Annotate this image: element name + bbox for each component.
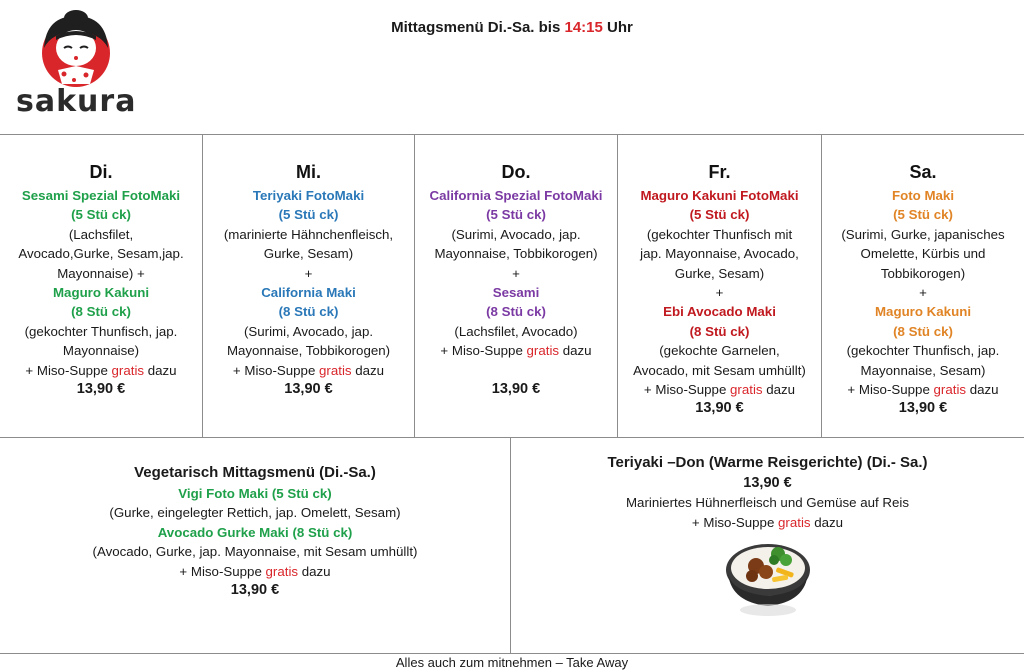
veg-dish-1-desc: (Gurke, eingelegter Rettich, jap. Omelett, Sesam) bbox=[109, 505, 401, 521]
dish-2-count: (8 Stü ck) bbox=[278, 304, 339, 320]
dish-1-count: (5 Stü ck) bbox=[278, 207, 339, 223]
day-title: Mi. bbox=[296, 162, 321, 182]
soup-suffix: dazu bbox=[298, 563, 331, 579]
dish-1-desc: (marinierte Hähnchenfleisch, bbox=[223, 226, 394, 242]
title-time: 14:15 bbox=[564, 19, 603, 36]
dish-2-count: (8 Stü ck) bbox=[71, 304, 131, 320]
soup-suffix: dazu bbox=[559, 343, 592, 359]
gratis-label: gratis bbox=[319, 362, 352, 378]
teriyaki-don-desc: Mariniertes Hühnerfleisch und Gemüse auf Reis bbox=[625, 495, 910, 511]
price: 13,90 € bbox=[491, 381, 541, 398]
day-title: Sa. bbox=[909, 162, 937, 182]
price: 13,90 € bbox=[230, 582, 280, 599]
price: 13,90 € bbox=[743, 475, 792, 491]
dish-1-desc: + bbox=[512, 265, 520, 281]
veg-dish-1-name: Vigi Foto Maki (5 Stü ck) bbox=[178, 486, 332, 501]
soup-line bbox=[0, 562, 510, 581]
soup-suffix: dazu bbox=[810, 514, 844, 530]
price: 13,90 € bbox=[284, 381, 333, 398]
soup-prefix: + Miso-Suppe bbox=[847, 382, 934, 398]
dish-1-desc: Avocado,Gurke, Sesam,jap. bbox=[18, 246, 184, 262]
dish-1-count: (5 Stü ck) bbox=[486, 207, 546, 223]
dish-2-count: (8 Stü ck) bbox=[893, 323, 953, 339]
dish-1-name: Foto Maki bbox=[891, 188, 955, 203]
title-suffix: Uhr bbox=[602, 19, 633, 36]
dish-2-desc: (gekochter Thunfisch, jap. bbox=[846, 343, 1000, 359]
dish-2-name: Maguro Kakuni bbox=[52, 285, 150, 301]
dish-1-name: Maguro Kakuni FotoMaki bbox=[640, 188, 799, 203]
dish-1-desc: (Surimi, Gurke, japanisches bbox=[841, 226, 1005, 242]
dish-1-desc: + bbox=[919, 285, 927, 301]
gratis-label: gratis bbox=[111, 362, 145, 378]
veg-dish-2-name: Avocado Gurke Maki (8 Stü ck) bbox=[157, 524, 353, 540]
vegetarian-title: Vegetarisch Mittagsmenü (Di.-Sa.) bbox=[134, 464, 376, 481]
footer-note: Alles auch zum mitnehmen – Take Away bbox=[395, 655, 629, 670]
dish-2-name: California Maki bbox=[261, 285, 356, 301]
dish-1-name: Sesami Spezial FotoMaki bbox=[21, 188, 181, 203]
spacer bbox=[415, 361, 617, 380]
dish-1-name: California Spezial FotoMaki bbox=[429, 188, 603, 203]
dish-2-name: Maguro Kakuni bbox=[874, 304, 972, 320]
dish-1-desc: (gekochter Thunfisch mit bbox=[646, 226, 793, 242]
soup-suffix: dazu bbox=[762, 382, 796, 398]
divider-bottom bbox=[0, 653, 1024, 654]
veg-dish-2-desc: (Avocado, Gurke, jap. Mayonnaise, mit Sesam umhüllt) bbox=[92, 544, 418, 560]
rice-bowl-icon bbox=[722, 536, 814, 624]
soup-prefix: + Miso-Suppe bbox=[25, 362, 112, 378]
dish-2-desc: Avocado, mit Sesam umhüllt) bbox=[633, 362, 806, 378]
soup-line bbox=[0, 361, 202, 380]
soup-suffix: dazu bbox=[144, 362, 177, 378]
dish-1-desc: Omelette, Kürbis und bbox=[860, 246, 986, 262]
dish-2-desc: Mayonnaise) bbox=[62, 343, 140, 359]
soup-prefix: + Miso-Suppe bbox=[440, 343, 527, 359]
soup-line bbox=[618, 380, 821, 399]
dish-1-count: (5 Stü ck) bbox=[689, 207, 750, 223]
price: 13,90 € bbox=[76, 381, 126, 398]
dish-1-count: (5 Stü ck) bbox=[893, 207, 953, 223]
soup-line bbox=[415, 341, 617, 360]
teriyaki-don-title: Teriyaki –Don (Warme Reisgerichte) (Di.- Sa.) bbox=[607, 454, 928, 471]
gratis-label: gratis bbox=[730, 382, 763, 398]
soup-suffix: dazu bbox=[966, 382, 999, 398]
teriyaki-don-menu bbox=[511, 452, 1024, 532]
day-column-thursday bbox=[415, 160, 617, 399]
soup-line bbox=[203, 361, 414, 380]
dish-1-desc: (Lachsfilet, bbox=[68, 226, 134, 242]
day-title: Di. bbox=[89, 162, 113, 182]
day-column-saturday bbox=[822, 160, 1024, 419]
dish-2-desc: (gekochter Thunfisch, jap. bbox=[24, 323, 178, 339]
soup-suffix: dazu bbox=[351, 362, 385, 378]
gratis-label: gratis bbox=[933, 382, 967, 398]
day-column-wednesday bbox=[203, 160, 414, 399]
title-prefix: Mittagsmenü Di.-Sa. bis bbox=[391, 19, 565, 36]
soup-line bbox=[511, 513, 1024, 532]
gratis-label: gratis bbox=[265, 563, 299, 579]
soup-line bbox=[822, 380, 1024, 399]
dish-2-desc: (gekochte Garnelen, bbox=[659, 343, 780, 359]
dish-2-name: Ebi Avocado Maki bbox=[663, 304, 776, 320]
dish-2-desc: (Lachsfilet, Avocado) bbox=[454, 323, 578, 339]
dish-1-desc: + bbox=[715, 285, 724, 301]
dish-1-desc: Mayonnaise) + bbox=[57, 265, 145, 281]
dish-2-desc: (Surimi, Avocado, jap. bbox=[243, 323, 374, 339]
day-column-friday bbox=[618, 160, 821, 419]
soup-prefix: + Miso-Suppe bbox=[232, 362, 320, 378]
soup-prefix: + Miso-Suppe bbox=[643, 382, 731, 398]
dish-1-desc: Tobbikorogen) bbox=[880, 265, 966, 281]
day-column-tuesday bbox=[0, 160, 202, 399]
dish-1-desc: jap. Mayonnaise, Avocado, bbox=[640, 246, 799, 262]
dish-1-desc: Gurke, Sesam) bbox=[674, 265, 765, 281]
dish-1-desc: + bbox=[304, 265, 313, 281]
dish-1-name: Teriyaki FotoMaki bbox=[252, 188, 365, 203]
page-title bbox=[0, 19, 1024, 36]
dish-2-desc: Mayonnaise, Tobbikorogen) bbox=[226, 343, 391, 359]
day-title: Do. bbox=[501, 162, 531, 182]
price: 13,90 € bbox=[898, 400, 948, 417]
price: 13,90 € bbox=[695, 400, 744, 417]
dish-1-desc: Mayonnaise, Tobbikorogen) bbox=[434, 246, 598, 262]
day-title: Fr. bbox=[708, 162, 731, 182]
soup-prefix: + Miso-Suppe bbox=[179, 563, 266, 579]
dish-1-desc: Gurke, Sesam) bbox=[263, 246, 354, 262]
logo-text: sakura bbox=[16, 84, 137, 119]
vegetarian-menu bbox=[0, 462, 510, 600]
dish-2-count: (8 Stü ck) bbox=[486, 304, 546, 320]
divider-top bbox=[0, 134, 1024, 135]
divider-middle bbox=[0, 437, 1024, 438]
soup-prefix: + Miso-Suppe bbox=[691, 514, 779, 530]
dish-1-desc: (Surimi, Avocado, jap. bbox=[451, 226, 581, 242]
dish-2-count: (8 Stü ck) bbox=[689, 323, 750, 339]
dish-1-count: (5 Stü ck) bbox=[71, 207, 131, 223]
gratis-label: gratis bbox=[526, 343, 560, 359]
gratis-label: gratis bbox=[778, 514, 811, 530]
dish-2-desc: Mayonnaise, Sesam) bbox=[860, 362, 986, 378]
dish-2-name: Sesami bbox=[492, 285, 540, 301]
